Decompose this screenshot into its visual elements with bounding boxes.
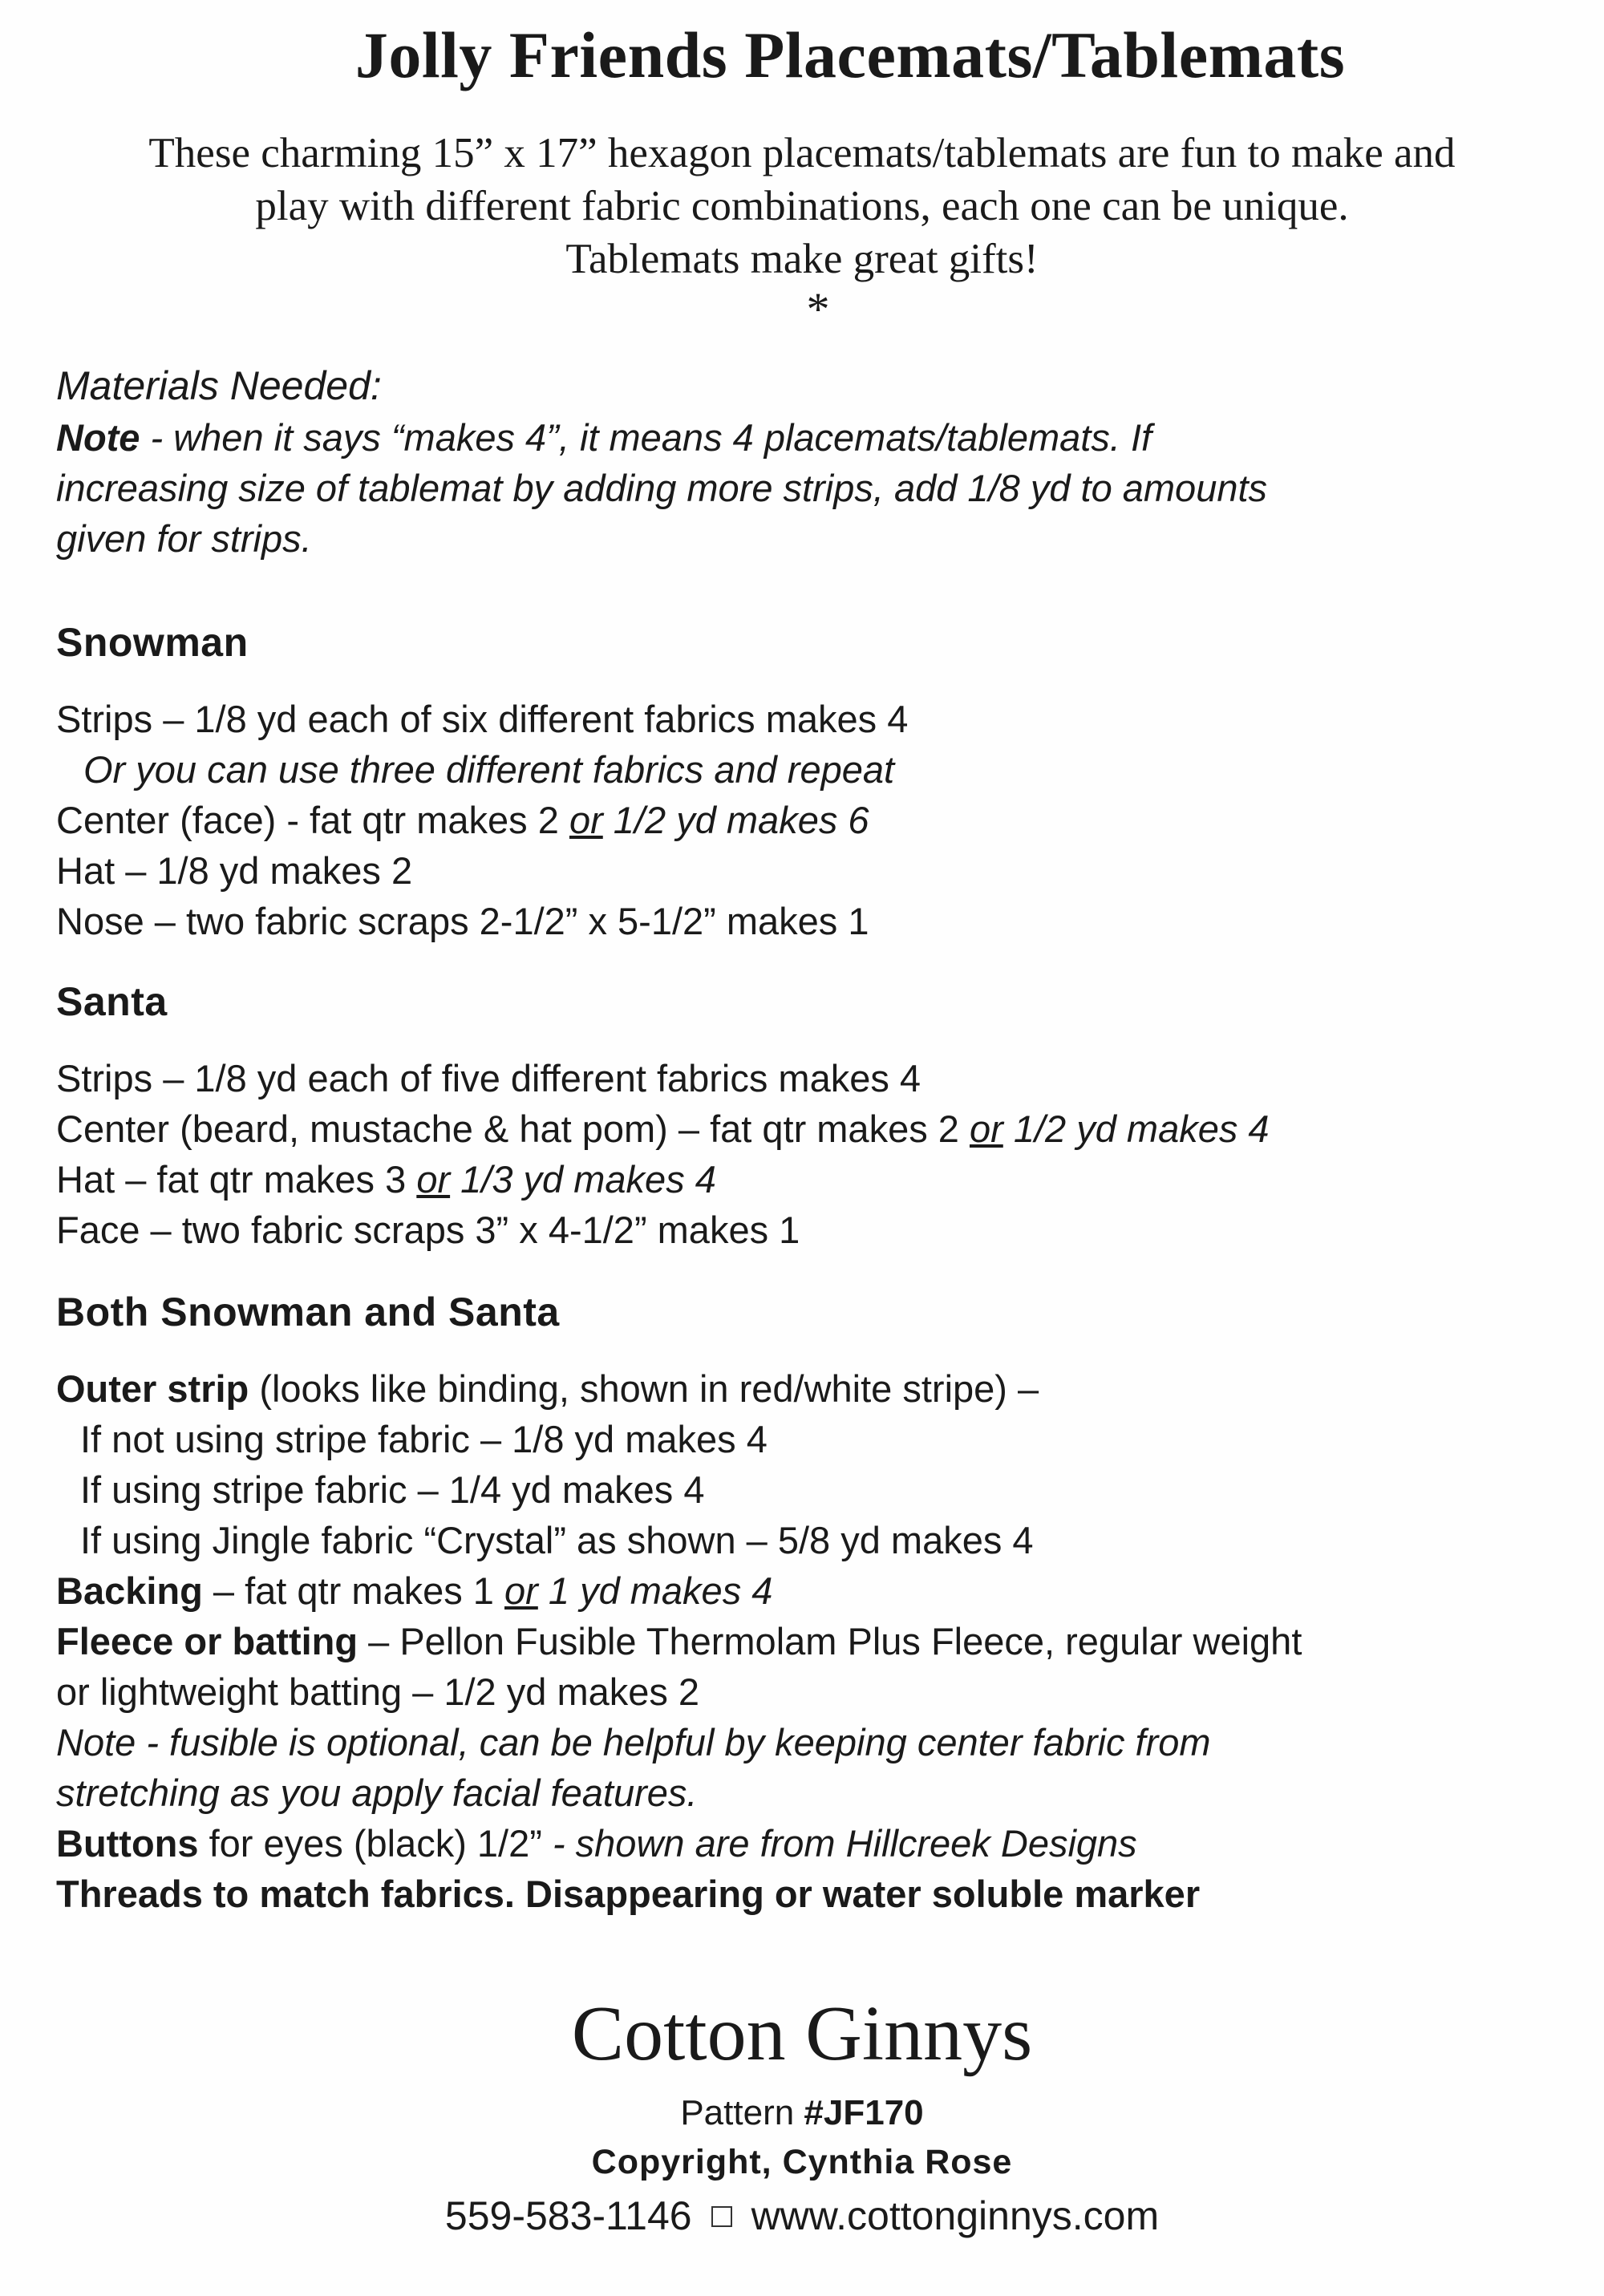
fleece-label: Fleece or batting <box>56 1620 358 1662</box>
santa-center-text: Center (beard, mustache & hat pom) – fat qtr makes 2 <box>56 1108 970 1150</box>
copyright: Copyright, Cynthia Rose <box>591 2143 1013 2181</box>
outer-strip <box>56 1363 1564 1414</box>
backing-alt: 1 yd makes 4 <box>537 1569 773 1612</box>
buttons-label: Buttons <box>56 1822 199 1865</box>
both-section <box>56 1287 1564 1919</box>
santa-strips: Strips – 1/8 yd each of five different fabrics makes 4 <box>56 1057 921 1099</box>
intro-line-3: Tablemats make great gifts! <box>565 236 1039 282</box>
santa-hat-or: or <box>416 1158 451 1201</box>
fleece-line-2: or lightweight batting – 1/2 yd makes 2 <box>56 1670 700 1713</box>
santa-section <box>56 977 1564 1255</box>
backing-text: – fat qtr makes 1 <box>202 1569 505 1612</box>
snowman-center <box>56 795 1564 845</box>
materials-note-line-3: given for strips. <box>56 517 312 560</box>
backing <box>56 1565 1564 1616</box>
buttons-source: - shown are from Hillcreek Designs <box>552 1822 1137 1865</box>
santa-hat-alt: 1/3 yd makes 4 <box>450 1158 716 1201</box>
snowman-section <box>56 618 1564 946</box>
pattern-id: #JF170 <box>804 2093 924 2132</box>
outer-option-1: If not using stripe fabric – 1/8 yd makes 4 <box>80 1418 768 1460</box>
intro-paragraph <box>32 127 1572 285</box>
asterisk-divider: * <box>806 283 830 335</box>
outer-strip-text: (looks like binding, shown in red/white stripe) – <box>249 1367 1039 1410</box>
materials-heading: Materials Needed: <box>56 363 382 408</box>
phone-number: 559-583-1146 <box>444 2193 692 2238</box>
santa-heading: Santa <box>56 979 168 1024</box>
buttons <box>56 1818 1564 1869</box>
website-link[interactable]: www.cottonginnys.com <box>751 2193 1160 2238</box>
materials-note-line-2: increasing size of tablemat by adding more strips, add 1/8 yd to amounts <box>56 467 1268 509</box>
pattern-label: Pattern <box>680 2093 804 2132</box>
snowman-strips-alt: Or you can use three different fabrics and repeat <box>83 748 895 791</box>
pattern-number <box>0 2093 1604 2133</box>
santa-center-or: or <box>969 1108 1003 1150</box>
page-title: Jolly Friends Placemats/Tablemats <box>354 18 1346 91</box>
outer-strip-label: Outer strip <box>56 1367 249 1410</box>
santa-hat-text: Hat – fat qtr makes 3 <box>56 1158 417 1201</box>
santa-face: Face – two fabric scraps 3” x 4-1/2” makes 1 <box>56 1209 800 1251</box>
note-text: - when it says “makes 4”, it means 4 placemats/tablemats. If <box>140 416 1152 459</box>
fleece <box>56 1616 1564 1666</box>
fusible-note-2: stretching as you apply facial features. <box>56 1772 698 1814</box>
brand-name: Cotton Ginnys <box>571 1990 1033 2077</box>
backing-or: or <box>504 1569 538 1612</box>
santa-center <box>56 1103 1564 1154</box>
snowman-strips: Strips – 1/8 yd each of six different fabrics makes 4 <box>56 698 909 740</box>
materials-section <box>56 359 1564 564</box>
snowman-center-text: Center (face) - fat qtr makes 2 <box>56 799 569 841</box>
intro-line-2: play with different fabric combinations, each one can be unique. <box>255 183 1349 229</box>
santa-hat <box>56 1154 1564 1205</box>
fleece-text: – Pellon Fusible Thermolam Plus Fleece, regular weight <box>358 1620 1302 1662</box>
square-icon <box>711 2206 732 2227</box>
snowman-nose: Nose – two fabric scraps 2-1/2” x 5-1/2” makes 1 <box>56 900 869 942</box>
both-heading: Both Snowman and Santa <box>56 1290 560 1334</box>
outer-option-3: If using Jingle fabric “Crystal” as shown – 5/8 yd makes 4 <box>80 1519 1034 1561</box>
snowman-hat: Hat – 1/8 yd makes 2 <box>56 849 413 892</box>
buttons-text: for eyes (black) 1/2” <box>198 1822 553 1865</box>
outer-option-2: If using stripe fabric – 1/4 yd makes 4 <box>80 1468 705 1511</box>
threads: Threads to match fabrics. Disappearing or water soluble marker <box>56 1873 1201 1915</box>
fusible-note-1: Note - fusible is optional, can be helpful by keeping center fabric from <box>56 1721 1211 1764</box>
intro-line-1: These charming 15” x 17” hexagon placemats/tablemats are fun to make and <box>148 130 1456 176</box>
materials-note-line-1 <box>56 412 1564 463</box>
snowman-center-or: or <box>569 799 603 841</box>
note-label: Note <box>56 416 140 459</box>
snowman-center-alt: 1/2 yd makes 6 <box>602 799 869 841</box>
contact-line <box>0 2193 1604 2239</box>
santa-center-alt: 1/2 yd makes 4 <box>1003 1108 1270 1150</box>
snowman-heading: Snowman <box>56 620 249 665</box>
backing-label: Backing <box>56 1569 203 1612</box>
